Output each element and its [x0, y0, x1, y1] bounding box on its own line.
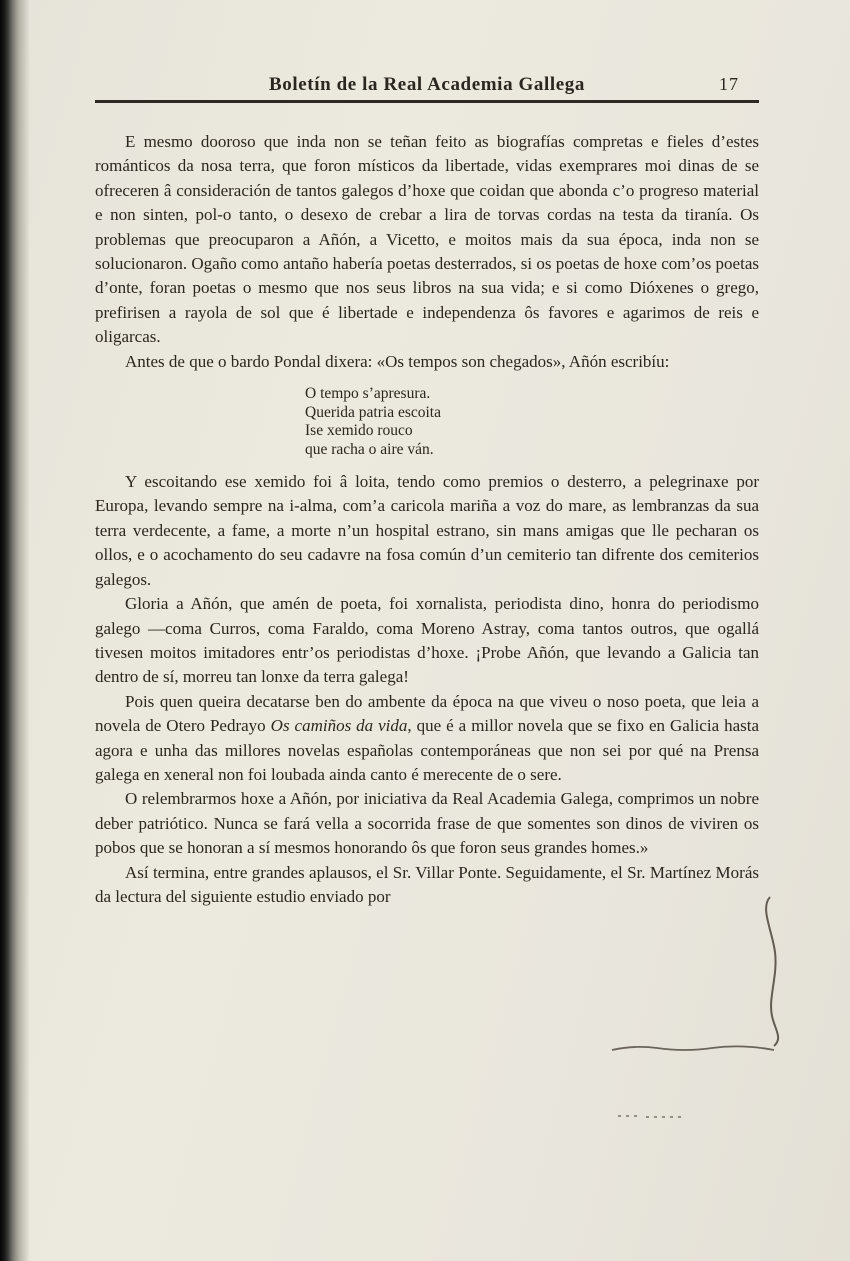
paragraph-7: Así termina, entre grandes aplausos, el Sr. Villar Ponte. Seguidamente, el Sr. Martínez Morás da lectura del siguiente estudio enviado por — [95, 862, 759, 906]
page-header — [95, 74, 759, 103]
poem-line: O tempo s’apresura. — [305, 385, 431, 403]
pen-mark-underline — [612, 1046, 774, 1050]
scan-dots — [618, 1116, 681, 1117]
poem-line: que racha o aire ván. — [305, 440, 434, 458]
poem-quote — [305, 385, 759, 459]
paragraph-4: Gloria a Añón, que amén de poeta, foi xornalista, periodista dino, honra do periodismo galego —coma Curros, coma Faraldo, coma Moreno Astray, coma tantos outros, que ogallá tivesen moitos imitadores entr’os periodistas d’hoxe. ¡Probe Añón, que levando a Galicia tan dentro de sí, morreu tan lonxe da terra galega! — [95, 594, 759, 687]
body-text — [95, 130, 759, 909]
paragraph-2: Antes de que o bardo Pondal dixera: «Os tempos son chegados», Añón escribíu: — [125, 351, 670, 371]
paragraph-5 — [95, 690, 759, 788]
paragraph-3: Y escoitando ese xemido foi â loita, tendo como premios o desterro, a pelegrinaxe por Europa, levando sempre na i-alma, com’a caricola mariña a voz do mare, as lembranzas da sua terra verdecente, a fame, a morte n’un hospital estrano, sin mans amigas que lle pecharan os ollos, e o acochamento do seu cadavre na fosa común d’un cemiterio tan difrente dos cemiterios galegos. — [95, 472, 759, 589]
paragraph-6: O relembrarmos hoxe a Añón, por iniciativa da Real Academia Galega, comprimos un nobre deber patriótico. Nunca se fará vella a socorrida frase de que somentes son dinos de viviren os pobos que se honoran a sí mesmos honorando ôs que foron seus grandes homes.» — [95, 789, 759, 858]
journal-title: Boletín de la Real Academia Gallega — [268, 74, 585, 95]
page-number: 17 — [719, 74, 739, 94]
book-title-italic: Os camiños da vida — [270, 716, 408, 736]
poem-line: Ise xemido rouco — [305, 422, 413, 440]
paragraph-5-post: , que é a millor novela que se fixo en Galicia hasta agora e unha das millores novelas españolas contemporáneas que non sei por qué na Prensa galega en xeneral non foi loubada ainda canto é merecente de o sere. — [95, 716, 760, 784]
paragraph-5-pre: Pois quen queira decatarse ben do ambente da época na que viveu o noso poeta, que leia a novela de Otero Pedrayo — [95, 691, 759, 736]
book-binding-shadow — [0, 0, 30, 1261]
poem-line: Querida patria escoita — [305, 403, 441, 421]
page-content — [95, 74, 759, 909]
paragraph-1: E mesmo dooroso que inda non se teñan feito as biografías compretas e fieles d’estes románticos da nosa terra, que foron místicos da libertade, vidas exemprares moi dinas de se ofreceren â consideración de tantos galegos d’hoxe que coidan que abonda c’o progreso material e non sinten, pol-o tanto, o desexo de crebar a lira de torvas cordas na testa da tiranía. Os problemas que preocuparon a Añón, a Vicetto, e moitos mais da sua época, inda non se solucionaron. Ogaño como antaño habería poetas desterrados, si os poetas de hoxe com’os poetas d’onte, foran poetas o mesmo que nos seus libros na sua vida; e si como Dióxenes o grego, prefirisen a rayola de sol que é libertade e independenza ôs favores e agarimos de reis e oligarcas. — [95, 132, 759, 347]
pen-mark-bracket — [766, 897, 778, 1046]
